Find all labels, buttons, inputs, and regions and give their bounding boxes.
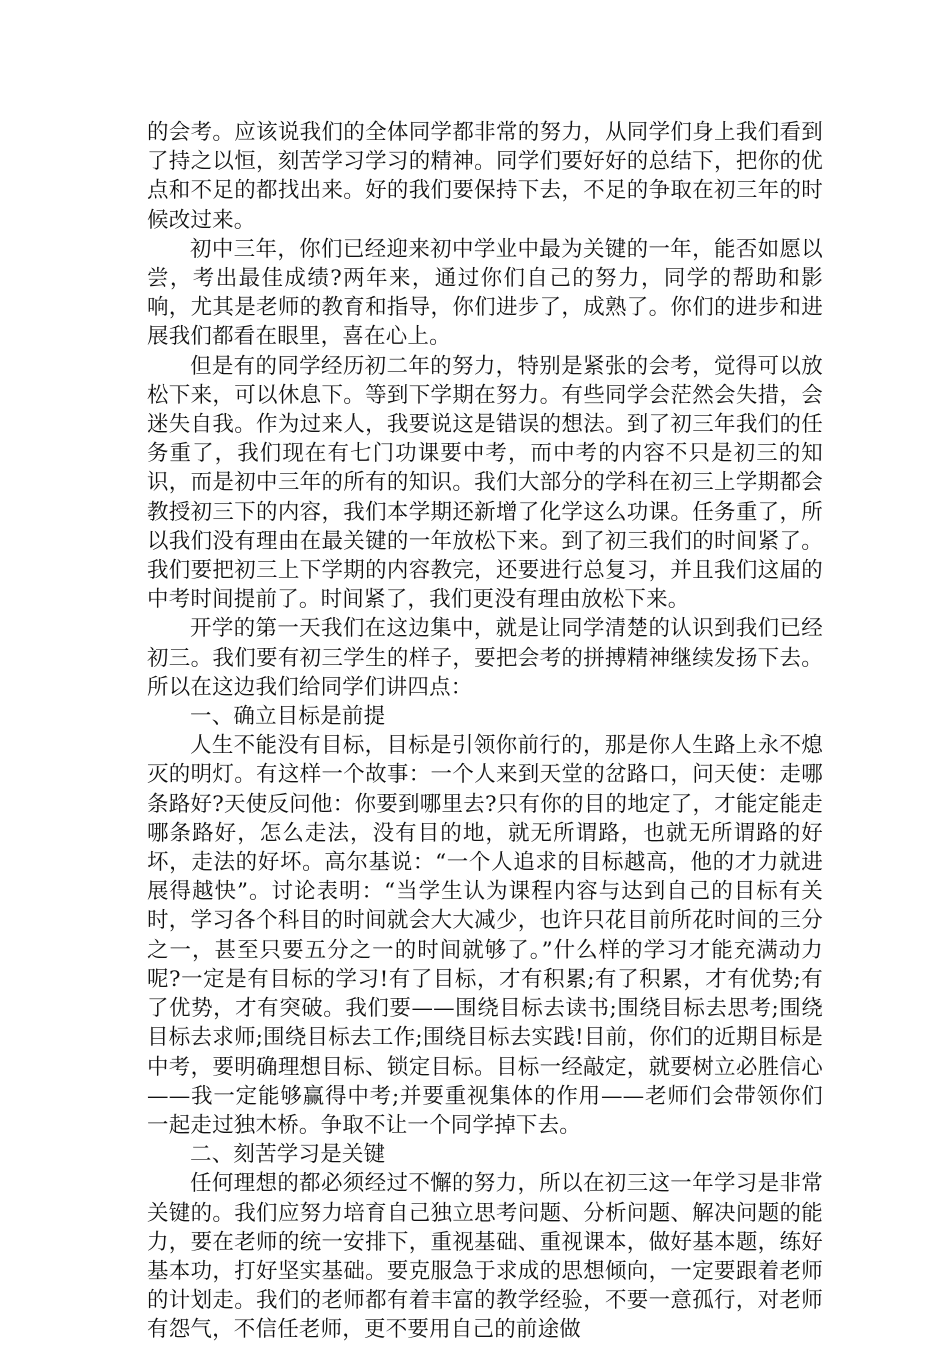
paragraph-workload: 但是有的同学经历初二年的努力，特别是紧张的会考，觉得可以放松下来，可以休息下。等到下学期在努力。有些同学会茫然会失措，会迷失自我。作为过来人，我要说这是错误的想法。到了初三年我们的任务重了，我们现在有七门功课要中考，而中考的内容不只是初三的知识，而是初中三年的所有的知识。我们大部分的学科在初三上学期都会教授初三下的内容，我们本学期还新增了化学这么功课。任务重了，所以我们没有理由在最关键的一年放松下来。到了初三我们的时间紧了。我们要把初三上下学期的内容教完，还要进行总复习，并且我们这届的中考时间提前了。时间紧了，我们更没有理由放松下来。 [147,353,823,613]
document-body [147,118,823,1345]
paragraph-junior-three: 初中三年，你们已经迎来初中学业中最为关键的一年，能否如愿以尝，考出最佳成绩?两年来，通过你们自己的努力，同学的帮助和影响，尤其是老师的教育和指导，你们进步了，成熟了。你们的进步和进展我们都看在眼里，喜在心上。 [147,236,823,350]
paragraph-first-day: 开学的第一天我们在这边集中，就是让同学清楚的认识到我们已经初三。我们要有初三学生的样子，要把会考的拼搏精神继续发扬下去。所以在这边我们给同学们讲四点： [147,616,823,700]
paragraph-goals: 人生不能没有目标，目标是引领你前行的，那是你人生路上永不熄灭的明灯。有这样一个故事：一个人来到天堂的岔路口，问天使：走哪条路好?天使反问他：你要到哪里去?只有你的目的地定了，才能定能走哪条路好，怎么走法，没有目的地，就无所谓路，也就无所谓路的好坏，走法的好坏。高尔基说：“一个人追求的目标越高，他的才力就进展得越快”。讨论表明：“当学生认为课程内容与达到自己的目标有关时，学习各个科目的时间就会大大减少，也许只花目前所花时间的三分之一，甚至只要五分之一的时间就够了。”什么样的学习才能充满动力呢?一定是有目标的学习!有了目标，才有积累;有了积累，才有优势;有了优势，才有突破。我们要——围绕目标去读书;围绕目标去思考;围绕目标去求师;围绕目标去工作;围绕目标去实践!目前，你们的近期目标是中考，要明确理想目标、锁定目标。目标一经敲定，就要树立必胜信心——我一定能够赢得中考;并要重视集体的作用——老师们会带领你们一起走过独木桥。争取不让一个同学掉下去。 [147,733,823,1138]
paragraph-continuation: 的会考。应该说我们的全体同学都非常的努力，从同学们身上我们看到了持之以恒，刻苦学习学习的精神。同学们要好好的总结下，把你的优点和不足的都找出来。好的我们要保持下去，不足的争取在初三年的时候改过来。 [147,120,823,233]
section-heading-study: 二、刻苦学习是关键 [190,1142,386,1168]
paragraph-study: 任何理想的都必须经过不懈的努力，所以在初三这一年学习是非常关键的。我们应努力培育自己独立思考问题、分析问题、解决问题的能力，要在老师的统一安排下，重视基础、重视课本，做好基本题，练好基本功，打好坚实基础。要克服急于求成的思想倾向，一定要跟着老师的计划走。我们的老师都有着丰富的教学经验，不要一意孤行，对老师有怨气，不信任老师，更不要用自己的前途做 [147,1171,823,1343]
section-heading-goals: 一、确立目标是前提 [190,704,386,730]
